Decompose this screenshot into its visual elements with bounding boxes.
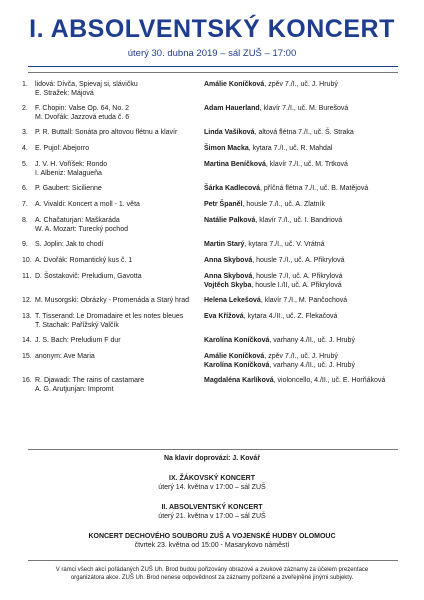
program-item-number: 1. [22, 81, 28, 88]
program-item-performers [204, 160, 404, 169]
performer-name: Magdaléna Karlíková [204, 377, 274, 384]
performer-line [204, 128, 404, 137]
performer-detail: , violoncello, 4./II., uč. E. Horňáková [273, 377, 386, 384]
performer-line [204, 352, 404, 361]
performer-detail: , kytara 7./I., uč. R. Mahdal [248, 145, 333, 152]
program-item-pieces [35, 80, 203, 98]
performer-detail: , klavír 7./I., uč. M. Burešová [259, 105, 349, 112]
piece-title: M. Musorgski: Obrázky - Promenáda a Starý hrad [35, 297, 190, 304]
piece-title: J. S. Bach: Preludium F dur [35, 337, 121, 344]
program-item-performers [204, 200, 404, 209]
performer-detail: , housle 7./I., uč. A. Přikrylová [252, 257, 345, 264]
program-item-performers [204, 184, 404, 193]
performer-name: Šárka Kadlecová [204, 185, 261, 192]
performer-line [204, 80, 404, 89]
performer-line [204, 144, 404, 153]
performer-line [204, 281, 404, 290]
program-item-number: 13. [22, 313, 32, 320]
program-item-pieces [35, 240, 203, 249]
program-item-pieces [35, 312, 203, 330]
program-item-performers [204, 296, 404, 305]
event-2 [0, 503, 424, 521]
program-item-pieces [35, 144, 203, 153]
event-details: úterý 14. května v 17:00 – sál ZUŠ [158, 484, 266, 491]
piece-title: P. R. Buttall: Sonáta pro altovou flétnu a klavír [35, 129, 178, 136]
performer-line [204, 296, 404, 305]
program-item-number: 15. [22, 353, 32, 360]
performer-name: Martina Beníčková [204, 161, 266, 168]
performer-name: Anna Skybová [204, 257, 253, 264]
title-rule [28, 66, 398, 67]
performer-detail: , altová flétna 7./I., uč. Š. Straka [254, 129, 354, 136]
piece-title: W. A. Mozart: Turecký pochod [35, 226, 128, 233]
piece-title: T. Tisserand: Le Dromadaire et les notes bleues [35, 313, 184, 320]
piece-title: D. Šostakovič: Preludium, Gavotta [35, 273, 142, 280]
performer-name: Amálie Koníčková [204, 81, 265, 88]
performer-name: Amálie Koníčková [204, 353, 265, 360]
program-item-pieces [35, 336, 203, 345]
program-item-performers [204, 144, 404, 153]
piece-title: R. Djawadi: The rains of castamare [35, 377, 145, 384]
program-item-number: 4. [22, 145, 28, 152]
program-item-pieces [35, 256, 203, 265]
performer-detail: , housle 7./I., uč. A. Zlatník [242, 201, 326, 208]
performer-name: Linda Vašíková [204, 129, 255, 136]
performer-detail: , kytara 4./II., uč. Z. Flekačová [243, 313, 338, 320]
performer-line [204, 104, 404, 113]
event-3 [0, 532, 424, 550]
program-item-pieces [35, 296, 203, 305]
piece-title: E. Stražek: Májová [35, 90, 94, 97]
performer-name: Adam Hauerland [204, 105, 260, 112]
program-item-pieces [35, 160, 203, 178]
performer-detail: , příčná flétna 7./I., uč. B. Matějová [260, 185, 369, 192]
accompaniment-note: Na klavír doprovází: J. Kovář [163, 455, 261, 462]
performer-line [204, 336, 404, 345]
performer-line [204, 376, 404, 385]
piece-title: anonym: Ave Maria [35, 353, 95, 360]
program-item-performers [204, 376, 404, 385]
program-item-performers [204, 240, 404, 249]
performer-detail: , kytara 7./I., uč. V. Vrátná [244, 241, 325, 248]
piece-title: A. G. Arutjunjan: Impromt [35, 386, 114, 393]
program-item-number: 12. [22, 297, 32, 304]
program-item-pieces [35, 216, 203, 234]
piece-title: T. Stachak: Pařížský Valčík [35, 322, 119, 329]
performer-line [204, 216, 404, 225]
program-item-pieces [35, 376, 203, 394]
performer-name: Karolína Koníčková [204, 337, 270, 344]
program-item-number: 7. [22, 201, 28, 208]
performer-detail: , klavír 7./I., uč. I. Bandriová [255, 217, 343, 224]
performer-name: Natálie Palková [204, 217, 256, 224]
performer-detail: , housle 7./I, uč. A. Přikrylová [252, 273, 343, 280]
program-item-number: 6. [22, 185, 28, 192]
piece-title: I. Albeniz: Malagueña [35, 170, 102, 177]
piece-title: lidová: Dívča, Spievaj si, slávičku [35, 81, 138, 88]
program-item-pieces [35, 200, 203, 209]
program-item-performers [204, 104, 404, 113]
performer-line [204, 160, 404, 169]
performer-name: Petr Španěl [204, 201, 243, 208]
piece-title: S. Joplin: Jak to chodí [35, 241, 104, 248]
page-title: I. ABSOLVENTSKÝ KONCERT [29, 15, 395, 43]
performer-name: Karolína Koníčková [204, 362, 270, 369]
performer-line [204, 312, 404, 321]
performer-line [204, 272, 404, 281]
performer-line [204, 361, 404, 370]
performer-name: Šimon Macka [204, 145, 249, 152]
performer-name: Vojtěch Skyba [204, 282, 252, 289]
program-item-number: 5. [22, 161, 28, 168]
program-item-number: 10. [22, 257, 32, 264]
program-item-number: 2. [22, 105, 28, 112]
footer-bottom-rule [28, 560, 398, 561]
program-item-pieces [35, 272, 203, 281]
program-item-number: 8. [22, 217, 28, 224]
performer-detail: , varhany 4./II., uč. J. Hrubý [269, 337, 355, 344]
program-item-performers [204, 352, 404, 370]
program-item-performers [204, 128, 404, 137]
program-item-performers [204, 256, 404, 265]
program-item-performers [204, 312, 404, 321]
program-top-rule [28, 72, 398, 73]
event-title: II. ABSOLVENTSKÝ KONCERT [161, 504, 263, 511]
performer-detail: , klavír 7./I., M. Pančochová [260, 297, 348, 304]
program-item-number: 9. [22, 241, 28, 248]
program-item-pieces [35, 128, 203, 137]
program-item-number: 3. [22, 129, 28, 136]
piece-title: E. Pujol: Abejorro [35, 145, 90, 152]
performer-line [204, 200, 404, 209]
performer-line [204, 184, 404, 193]
page-subtitle: úterý 30. dubna 2019 – sál ZUŠ – 17:00 [127, 48, 297, 59]
program-item-pieces [35, 104, 203, 122]
piece-title: P. Gaubert: Sicilienne [35, 185, 102, 192]
program-item-number: 11. [22, 273, 32, 280]
program-item-number: 14. [22, 337, 32, 344]
event-title: IX. ŽÁKOVSKÝ KONCERT [169, 475, 255, 482]
piece-title: F. Chopin: Valse Op. 64, No. 2 [35, 105, 130, 112]
performer-detail: , housle I./II, uč. A. Přikrylová [251, 282, 342, 289]
event-details: čtvrtek 23. května od 15:00 - Masarykovo náměstí [134, 542, 290, 549]
performer-name: Martin Starý [204, 241, 245, 248]
piece-title: A. Dvořák: Romantický kus č. 1 [35, 257, 133, 264]
piece-title: M. Dvořák: Jazzová etuda č. 6 [35, 114, 130, 121]
performer-name: Anna Skybová [204, 273, 253, 280]
program-item-performers [204, 336, 404, 345]
performer-detail: , zpěv 7./I., uč. J. Hrubý [264, 81, 338, 88]
event-title: KONCERT DECHOVÉHO SOUBORU ZUŠ A VOJENSKÉ HUDBY OLOMOUC [88, 533, 336, 540]
event-details: úterý 21. května v 17:00 – sál ZUŠ [158, 513, 266, 520]
piece-title: J. V. H. Voříšek: Rondo [35, 161, 108, 168]
event-1 [0, 474, 424, 492]
performer-name: Eva Křížová [204, 313, 244, 320]
performer-detail: , klavír 7./I., uč. M. Trtková [265, 161, 348, 168]
performer-line [204, 256, 404, 265]
program-item-number: 16. [22, 377, 32, 384]
program-item-pieces [35, 184, 203, 193]
program-bottom-rule [28, 449, 398, 450]
performer-detail: , varhany 4./II., uč. J. Hrubý [269, 362, 355, 369]
program-item-pieces [35, 352, 203, 361]
performer-name: Helena Lekešová [204, 297, 261, 304]
footer-disclaimer: V rámci všech akcí pořádaných ZUŠ Uh. Brod budou pořizovány obrazové a zvukové záznamy za účelem prezentace organizátora akce. ZUŠ Uh. Brod nenese odpovědnost za záznamy pořízené a zveřejněné jinými subjekty. [55, 567, 369, 581]
piece-title: A. Vivaldi: Koncert a moll - 1. věta [35, 201, 140, 208]
piece-title: A. Chačaturjan: Maškaráda [35, 217, 120, 224]
program-item-performers [204, 216, 404, 225]
performer-detail: , zpěv 7./I., uč. J. Hrubý [264, 353, 338, 360]
program-item-performers [204, 80, 404, 89]
performer-line [204, 240, 404, 249]
program-item-performers [204, 272, 404, 290]
